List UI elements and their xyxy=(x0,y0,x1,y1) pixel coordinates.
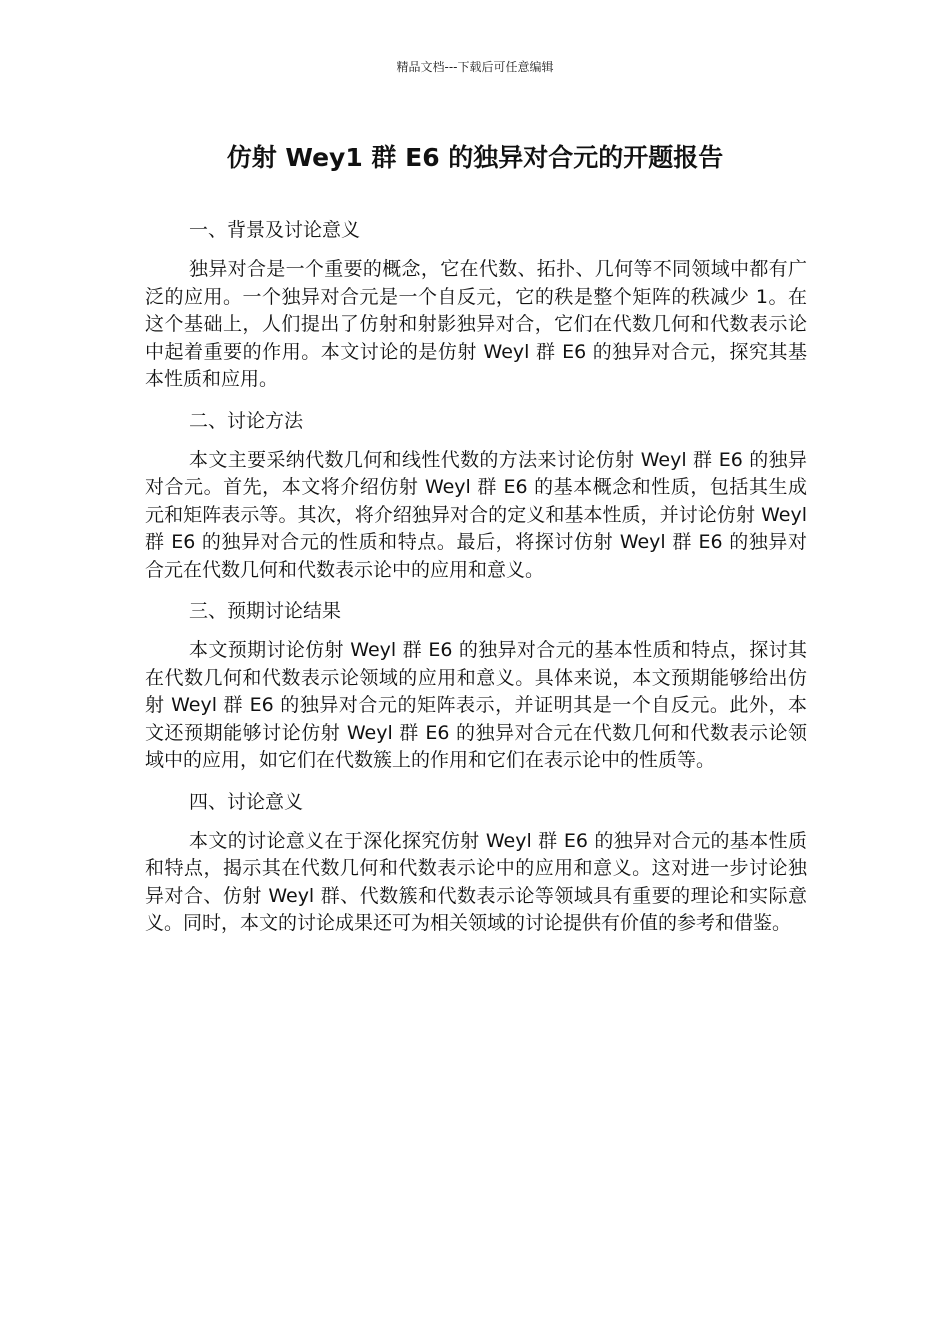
section-heading: 一、背景及讨论意义 xyxy=(189,219,361,241)
section-significance xyxy=(145,788,807,938)
section-expected-results xyxy=(145,597,807,775)
section-paragraph: 本文的讨论意义在于深化探究仿射 Weyl 群 E6 的独异对合元的基本性质和特点，揭示其在代数几何和代数表示论中的应用和意义。这对进一步讨论独异对合、仿射 Weyl 群、代数簇和代数表示论等领域具有重要的理论和实际意义。同时，本文的讨论成果还可为相关领域的讨论提供有价值的参考和借鉴。 xyxy=(145,829,807,934)
section-heading: 二、讨论方法 xyxy=(189,409,304,432)
section-paragraph: 本文主要采纳代数几何和线性代数的方法来讨论仿射 Weyl 群 E6 的独异对合元。首先，本文将介绍仿射 Weyl 群 E6 的基本概念和性质，包括其生成元和矩阵表示等。其次，将介绍独异对合的定义和基本性质，并讨论仿射 Weyl 群 E6 的独异对合元的性质和特点。最后，将探讨仿射 Weyl 群 E6 的独异对合元在代数几何和代数表示论中的应用和意义。 xyxy=(145,448,807,581)
section-background xyxy=(145,216,807,394)
section-paragraph: 独异对合是一个重要的概念，它在代数、拓扑、几何等不同领域中都有广泛的应用。一个独异对合元是一个自反元，它的秩是整个矩阵的秩减少 1。在这个基础上，人们提出了仿射和射影独异对合，它们在代数几何和代数表示论中起着重要的作用。本文讨论的是仿射 Weyl 群 E6 的独异对合元，探究其基本性质和应用。 xyxy=(145,258,807,390)
section-heading: 四、讨论意义 xyxy=(189,790,304,813)
section-method xyxy=(145,407,807,585)
document-title: 仿射 Wey1 群 E6 的独异对合元的开题报告 xyxy=(226,143,724,172)
section-heading: 三、预期讨论结果 xyxy=(189,600,342,622)
page-header-note: 精品文档---下载后可任意编辑 xyxy=(396,60,554,74)
document-body xyxy=(145,216,807,951)
section-paragraph: 本文预期讨论仿射 Weyl 群 E6 的独异对合元的基本性质和特点，探讨其在代数几何和代数表示论领域的应用和意义。具体来说，本文预期能够给出仿射 Weyl 群 E6 的独异对合元的矩阵表示，并证明其是一个自反元。此外，本文还预期能够讨论仿射 Weyl 群 E6 的独异对合元在代数几何和代数表示论领域中的应用，如它们在代数簇上的作用和它们在表示论中的性质等。 xyxy=(145,639,807,771)
